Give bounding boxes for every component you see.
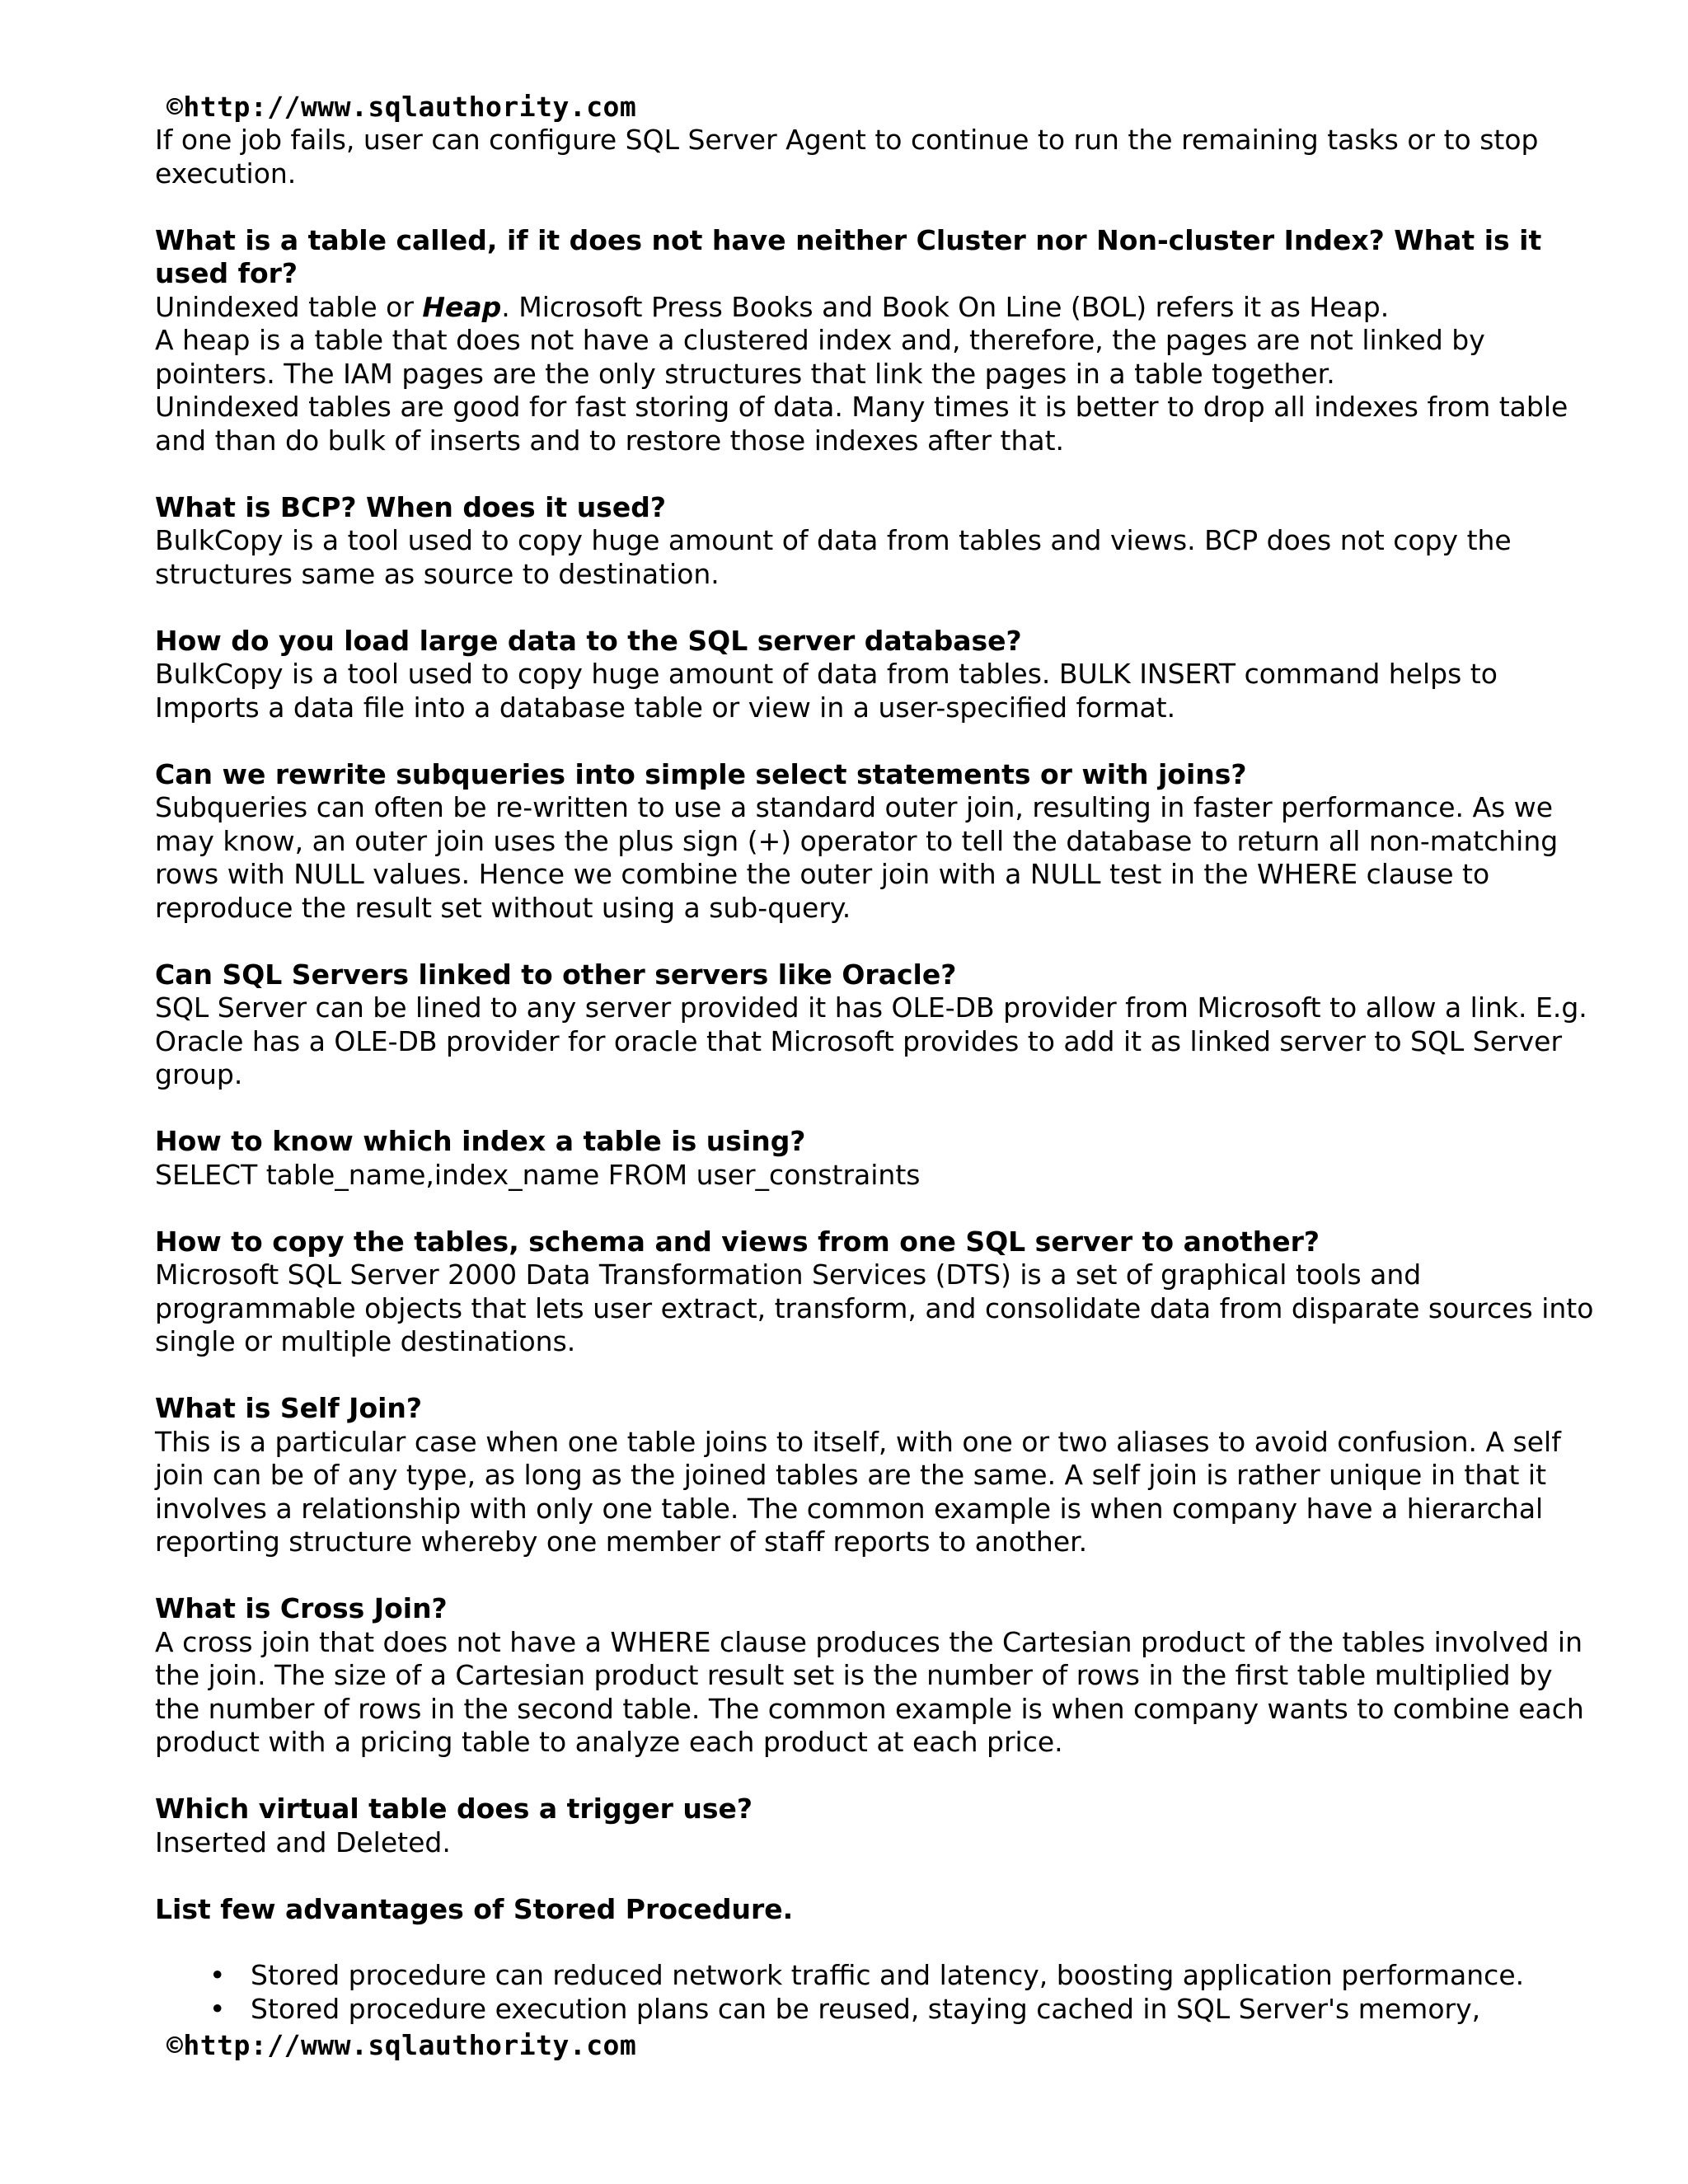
- qa-trigger: [155, 1793, 1606, 1859]
- answer-heap-line-2: A heap is a table that does not have a clustered index and, therefore, the pages are not linked by pointers. The IAM pages are the only structures that link the pages in a table together.: [155, 324, 1485, 390]
- question-selfjoin: What is Self Join?: [155, 1392, 423, 1424]
- answer-crossjoin: A cross join that does not have a WHERE clause produces the Cartesian product of the tables involved in the join. The size of a Cartesian product result set is the number of rows in the first table multiplied by the number of rows in the second table. The common example is when company wants to combine each product with a pricing table to analyze each product at each price.: [155, 1625, 1584, 1758]
- qa-subqueries: [155, 758, 1606, 926]
- footer-copyright: ©http://www.sqlauthority.com: [166, 2029, 637, 2061]
- answer-heap-prefix: Unindexed table or: [155, 290, 423, 323]
- qa-crossjoin: [155, 1592, 1606, 1760]
- answer-heap-line-3: Unindexed tables are good for fast storing of data. Many times it is better to drop all indexes from table and than do bulk of inserts and to restore those indexes after that.: [155, 391, 1568, 457]
- question-crossjoin: What is Cross Join?: [155, 1592, 448, 1624]
- answer-trigger: Inserted and Deleted.: [155, 1825, 451, 1858]
- answer-heap-suffix: . Microsoft Press Books and Book On Line (BOL) refers it as Heap.: [501, 290, 1390, 323]
- qa-linked: [155, 958, 1606, 1092]
- question-heap: What is a table called, if it does not have neither Cluster nor Non-cluster Index? What is it used for?: [155, 223, 1542, 289]
- answer-subqueries: Subqueries can often be re-written to use a standard outer join, resulting in faster performance. As we may know, an outer join uses the plus sign (+) operator to tell the database to return all non-matching rows with NULL values. Hence we combine the outer join with a NULL test in the WHERE clause to reproduce the result set without using a sub-query.: [155, 791, 1559, 924]
- stored-advantages-list: [155, 1959, 1606, 2026]
- qa-index: [155, 1125, 1606, 1192]
- question-stored: List few advantages of Stored Procedure.: [155, 1892, 794, 1925]
- question-linked: Can SQL Servers linked to other servers like Oracle?: [155, 958, 957, 991]
- question-subqueries: Can we rewrite subqueries into simple select statements or with joins?: [155, 757, 1247, 790]
- document-body: [155, 124, 1606, 2060]
- list-item-text: Stored procedure can reduced network traffic and latency, boosting application performance.: [251, 1959, 1525, 1991]
- list-item: [209, 1992, 1606, 2027]
- header-copyright: ©http://www.sqlauthority.com: [166, 91, 637, 123]
- intro-block: [155, 124, 1606, 190]
- answer-bcp: BulkCopy is a tool used to copy huge amount of data from tables and views. BCP does not copy the structures same as source to destination.: [155, 524, 1512, 590]
- qa-heap: [155, 224, 1606, 458]
- qa-selfjoin: [155, 1392, 1606, 1559]
- answer-linked: SQL Server can be lined to any server provided it has OLE-DB provider from Microsoft to allow a link. E.g. Oracle has a OLE-DB provider for oracle that Microsoft provides to add it as linked server to SQL Server group.: [155, 991, 1587, 1090]
- question-index: How to know which index a table is using?: [155, 1125, 806, 1157]
- answer-index: SELECT table_name,index_name FROM user_constraints: [155, 1158, 921, 1191]
- qa-load: [155, 625, 1606, 725]
- qa-bcp: [155, 491, 1606, 592]
- question-trigger: Which virtual table does a trigger use?: [155, 1793, 753, 1825]
- question-load: How do you load large data to the SQL server database?: [155, 624, 1022, 657]
- bullet-icon: •: [209, 1959, 226, 1991]
- answer-heap-emphasis: Heap: [422, 290, 502, 323]
- list-item: [209, 1959, 1606, 1993]
- qa-stored: [155, 1893, 1606, 2027]
- list-item-text: Stored procedure execution plans can be reused, staying cached in SQL Server's memory,: [251, 1992, 1481, 2025]
- qa-copy: [155, 1226, 1606, 1359]
- answer-copy: Microsoft SQL Server 2000 Data Transformation Services (DTS) is a set of graphical tools and programmable objects that lets user extract, transform, and consolidate data from disparate sources into single or multiple destinations.: [155, 1258, 1594, 1357]
- answer-selfjoin: This is a particular case when one table joins to itself, with one or two aliases to avoid confusion. A self join can be of any type, as long as the joined tables are the same. A self join is rather unique in that it involves a relationship with only one table. The common example is when company have a hierarchal reporting structure whereby one member of staff reports to another.: [155, 1425, 1561, 1558]
- intro-text: If one job fails, user can configure SQL Server Agent to continue to run the remaining tasks or to stop execution.: [155, 124, 1539, 190]
- bullet-icon: •: [209, 1992, 226, 2025]
- answer-load: BulkCopy is a tool used to copy huge amount of data from tables. BULK INSERT command helps to Imports a data file into a database table or view in a user-specified format.: [155, 658, 1498, 724]
- question-copy: How to copy the tables, schema and views from one SQL server to another?: [155, 1225, 1320, 1258]
- answer-heap-line-1: [155, 291, 1606, 325]
- question-bcp: What is BCP? When does it used?: [155, 490, 666, 523]
